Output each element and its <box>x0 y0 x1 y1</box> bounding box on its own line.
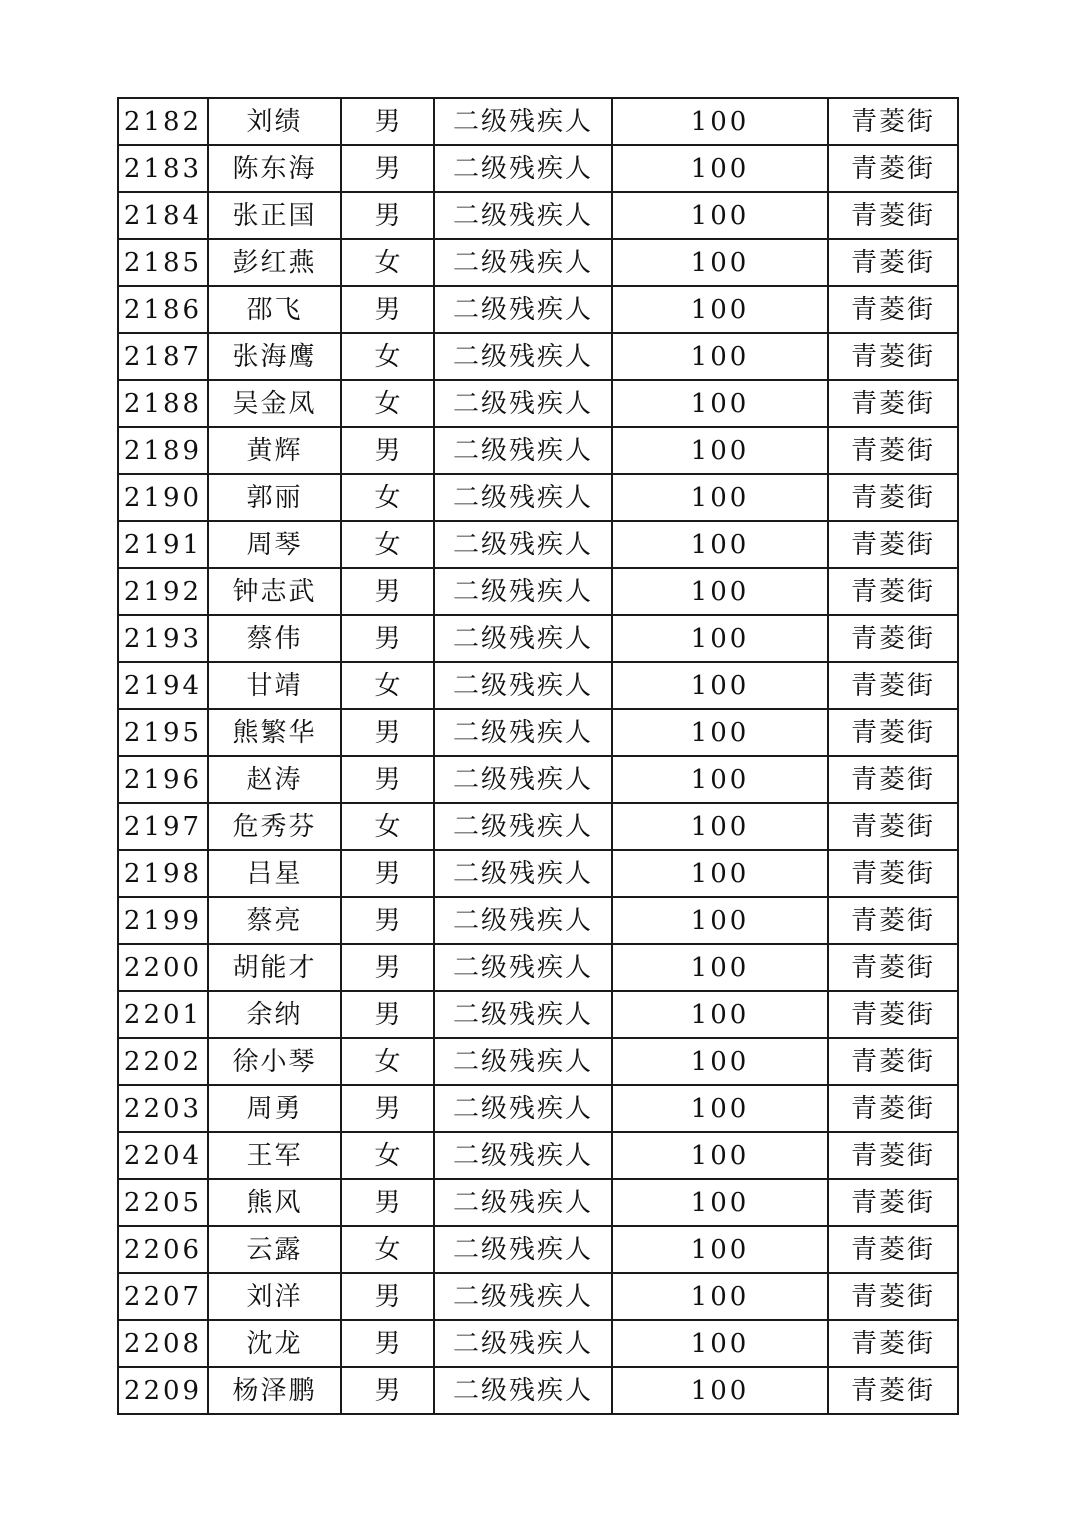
serial-number-cell: 2199 <box>118 897 208 944</box>
name-cell: 蔡伟 <box>208 615 341 662</box>
serial-number-cell: 2189 <box>118 427 208 474</box>
serial-number-cell: 2209 <box>118 1367 208 1414</box>
disability-level-cell: 二级残疾人 <box>434 333 612 380</box>
name-cell: 张海鹰 <box>208 333 341 380</box>
disability-level-cell: 二级残疾人 <box>434 1273 612 1320</box>
disability-level-cell: 二级残疾人 <box>434 944 612 991</box>
amount-cell: 100 <box>612 1367 828 1414</box>
amount-cell: 100 <box>612 1226 828 1273</box>
street-cell: 青菱街 <box>828 1226 958 1273</box>
name-cell: 胡能才 <box>208 944 341 991</box>
amount-cell: 100 <box>612 709 828 756</box>
table-row <box>118 1132 958 1179</box>
gender-cell: 男 <box>341 427 434 474</box>
disability-level-cell: 二级残疾人 <box>434 615 612 662</box>
table-row <box>118 1179 958 1226</box>
name-cell: 赵涛 <box>208 756 341 803</box>
serial-number-cell: 2197 <box>118 803 208 850</box>
gender-cell: 男 <box>341 1320 434 1367</box>
table-row <box>118 803 958 850</box>
amount-cell: 100 <box>612 1038 828 1085</box>
name-cell: 熊繁华 <box>208 709 341 756</box>
street-cell: 青菱街 <box>828 756 958 803</box>
amount-cell: 100 <box>612 850 828 897</box>
gender-cell: 男 <box>341 897 434 944</box>
disability-level-cell: 二级残疾人 <box>434 1179 612 1226</box>
gender-cell: 女 <box>341 333 434 380</box>
roster-table-body <box>118 98 958 1414</box>
name-cell: 杨泽鹏 <box>208 1367 341 1414</box>
serial-number-cell: 2192 <box>118 568 208 615</box>
name-cell: 徐小琴 <box>208 1038 341 1085</box>
name-cell: 黄辉 <box>208 427 341 474</box>
serial-number-cell: 2183 <box>118 145 208 192</box>
disability-level-cell: 二级残疾人 <box>434 239 612 286</box>
gender-cell: 女 <box>341 662 434 709</box>
serial-number-cell: 2205 <box>118 1179 208 1226</box>
amount-cell: 100 <box>612 756 828 803</box>
street-cell: 青菱街 <box>828 1273 958 1320</box>
amount-cell: 100 <box>612 427 828 474</box>
amount-cell: 100 <box>612 803 828 850</box>
disability-level-cell: 二级残疾人 <box>434 192 612 239</box>
gender-cell: 女 <box>341 474 434 521</box>
serial-number-cell: 2196 <box>118 756 208 803</box>
street-cell: 青菱街 <box>828 709 958 756</box>
serial-number-cell: 2188 <box>118 380 208 427</box>
street-cell: 青菱街 <box>828 1367 958 1414</box>
gender-cell: 男 <box>341 709 434 756</box>
table-row <box>118 333 958 380</box>
name-cell: 张正国 <box>208 192 341 239</box>
table-row <box>118 1320 958 1367</box>
street-cell: 青菱街 <box>828 568 958 615</box>
street-cell: 青菱街 <box>828 286 958 333</box>
table-row <box>118 897 958 944</box>
street-cell: 青菱街 <box>828 1132 958 1179</box>
gender-cell: 女 <box>341 380 434 427</box>
street-cell: 青菱街 <box>828 1038 958 1085</box>
name-cell: 刘洋 <box>208 1273 341 1320</box>
amount-cell: 100 <box>612 1085 828 1132</box>
table-row <box>118 568 958 615</box>
amount-cell: 100 <box>612 615 828 662</box>
amount-cell: 100 <box>612 521 828 568</box>
name-cell: 熊风 <box>208 1179 341 1226</box>
disability-level-cell: 二级残疾人 <box>434 1367 612 1414</box>
disability-level-cell: 二级残疾人 <box>434 1320 612 1367</box>
amount-cell: 100 <box>612 568 828 615</box>
gender-cell: 男 <box>341 944 434 991</box>
street-cell: 青菱街 <box>828 615 958 662</box>
disability-level-cell: 二级残疾人 <box>434 991 612 1038</box>
amount-cell: 100 <box>612 662 828 709</box>
amount-cell: 100 <box>612 98 828 145</box>
gender-cell: 女 <box>341 1226 434 1273</box>
disability-level-cell: 二级残疾人 <box>434 380 612 427</box>
street-cell: 青菱街 <box>828 991 958 1038</box>
table-row <box>118 1226 958 1273</box>
name-cell: 彭红燕 <box>208 239 341 286</box>
disability-level-cell: 二级残疾人 <box>434 897 612 944</box>
name-cell: 云露 <box>208 1226 341 1273</box>
table-row <box>118 944 958 991</box>
street-cell: 青菱街 <box>828 850 958 897</box>
serial-number-cell: 2190 <box>118 474 208 521</box>
disability-level-cell: 二级残疾人 <box>434 568 612 615</box>
gender-cell: 男 <box>341 991 434 1038</box>
name-cell: 吕星 <box>208 850 341 897</box>
serial-number-cell: 2187 <box>118 333 208 380</box>
street-cell: 青菱街 <box>828 98 958 145</box>
disability-level-cell: 二级残疾人 <box>434 521 612 568</box>
amount-cell: 100 <box>612 897 828 944</box>
roster-table <box>117 97 959 1415</box>
amount-cell: 100 <box>612 1132 828 1179</box>
gender-cell: 男 <box>341 1179 434 1226</box>
table-row <box>118 709 958 756</box>
amount-cell: 100 <box>612 1273 828 1320</box>
table-row <box>118 1367 958 1414</box>
gender-cell: 男 <box>341 615 434 662</box>
amount-cell: 100 <box>612 991 828 1038</box>
table-row <box>118 1085 958 1132</box>
gender-cell: 男 <box>341 192 434 239</box>
gender-cell: 男 <box>341 1085 434 1132</box>
gender-cell: 女 <box>341 1132 434 1179</box>
serial-number-cell: 2201 <box>118 991 208 1038</box>
table-row <box>118 145 958 192</box>
amount-cell: 100 <box>612 333 828 380</box>
gender-cell: 男 <box>341 568 434 615</box>
street-cell: 青菱街 <box>828 1085 958 1132</box>
name-cell: 周勇 <box>208 1085 341 1132</box>
street-cell: 青菱街 <box>828 521 958 568</box>
serial-number-cell: 2185 <box>118 239 208 286</box>
amount-cell: 100 <box>612 944 828 991</box>
disability-level-cell: 二级残疾人 <box>434 427 612 474</box>
serial-number-cell: 2198 <box>118 850 208 897</box>
table-row <box>118 1038 958 1085</box>
disability-level-cell: 二级残疾人 <box>434 98 612 145</box>
disability-level-cell: 二级残疾人 <box>434 1085 612 1132</box>
gender-cell: 男 <box>341 1273 434 1320</box>
table-row <box>118 192 958 239</box>
table-row <box>118 98 958 145</box>
disability-level-cell: 二级残疾人 <box>434 709 612 756</box>
serial-number-cell: 2194 <box>118 662 208 709</box>
gender-cell: 女 <box>341 803 434 850</box>
name-cell: 刘绩 <box>208 98 341 145</box>
table-row <box>118 474 958 521</box>
table-row <box>118 427 958 474</box>
table-row <box>118 756 958 803</box>
street-cell: 青菱街 <box>828 145 958 192</box>
table-row <box>118 521 958 568</box>
gender-cell: 男 <box>341 145 434 192</box>
gender-cell: 女 <box>341 1038 434 1085</box>
amount-cell: 100 <box>612 380 828 427</box>
street-cell: 青菱街 <box>828 192 958 239</box>
amount-cell: 100 <box>612 474 828 521</box>
name-cell: 邵飞 <box>208 286 341 333</box>
disability-level-cell: 二级残疾人 <box>434 803 612 850</box>
name-cell: 蔡亮 <box>208 897 341 944</box>
name-cell: 危秀芬 <box>208 803 341 850</box>
gender-cell: 女 <box>341 521 434 568</box>
name-cell: 余纳 <box>208 991 341 1038</box>
table-row <box>118 380 958 427</box>
table-row <box>118 1273 958 1320</box>
name-cell: 陈东海 <box>208 145 341 192</box>
serial-number-cell: 2195 <box>118 709 208 756</box>
serial-number-cell: 2203 <box>118 1085 208 1132</box>
amount-cell: 100 <box>612 286 828 333</box>
table-row <box>118 991 958 1038</box>
gender-cell: 女 <box>341 239 434 286</box>
disability-level-cell: 二级残疾人 <box>434 286 612 333</box>
amount-cell: 100 <box>612 239 828 286</box>
table-row <box>118 662 958 709</box>
street-cell: 青菱街 <box>828 333 958 380</box>
street-cell: 青菱街 <box>828 944 958 991</box>
disability-level-cell: 二级残疾人 <box>434 474 612 521</box>
amount-cell: 100 <box>612 192 828 239</box>
name-cell: 郭丽 <box>208 474 341 521</box>
disability-level-cell: 二级残疾人 <box>434 850 612 897</box>
gender-cell: 男 <box>341 756 434 803</box>
street-cell: 青菱街 <box>828 239 958 286</box>
street-cell: 青菱街 <box>828 474 958 521</box>
table-row <box>118 850 958 897</box>
name-cell: 甘靖 <box>208 662 341 709</box>
serial-number-cell: 2191 <box>118 521 208 568</box>
document-page <box>117 97 957 1415</box>
gender-cell: 男 <box>341 286 434 333</box>
serial-number-cell: 2182 <box>118 98 208 145</box>
disability-level-cell: 二级残疾人 <box>434 1226 612 1273</box>
disability-level-cell: 二级残疾人 <box>434 145 612 192</box>
amount-cell: 100 <box>612 1179 828 1226</box>
serial-number-cell: 2186 <box>118 286 208 333</box>
serial-number-cell: 2202 <box>118 1038 208 1085</box>
table-row <box>118 615 958 662</box>
name-cell: 王军 <box>208 1132 341 1179</box>
street-cell: 青菱街 <box>828 380 958 427</box>
serial-number-cell: 2207 <box>118 1273 208 1320</box>
name-cell: 周琴 <box>208 521 341 568</box>
serial-number-cell: 2204 <box>118 1132 208 1179</box>
street-cell: 青菱街 <box>828 427 958 474</box>
street-cell: 青菱街 <box>828 897 958 944</box>
table-row <box>118 239 958 286</box>
amount-cell: 100 <box>612 1320 828 1367</box>
serial-number-cell: 2184 <box>118 192 208 239</box>
gender-cell: 男 <box>341 850 434 897</box>
disability-level-cell: 二级残疾人 <box>434 1038 612 1085</box>
amount-cell: 100 <box>612 145 828 192</box>
serial-number-cell: 2200 <box>118 944 208 991</box>
disability-level-cell: 二级残疾人 <box>434 1132 612 1179</box>
street-cell: 青菱街 <box>828 1320 958 1367</box>
street-cell: 青菱街 <box>828 1179 958 1226</box>
serial-number-cell: 2193 <box>118 615 208 662</box>
gender-cell: 男 <box>341 1367 434 1414</box>
table-row <box>118 286 958 333</box>
name-cell: 吴金凤 <box>208 380 341 427</box>
serial-number-cell: 2206 <box>118 1226 208 1273</box>
serial-number-cell: 2208 <box>118 1320 208 1367</box>
street-cell: 青菱街 <box>828 803 958 850</box>
name-cell: 钟志武 <box>208 568 341 615</box>
gender-cell: 男 <box>341 98 434 145</box>
disability-level-cell: 二级残疾人 <box>434 662 612 709</box>
name-cell: 沈龙 <box>208 1320 341 1367</box>
disability-level-cell: 二级残疾人 <box>434 756 612 803</box>
street-cell: 青菱街 <box>828 662 958 709</box>
